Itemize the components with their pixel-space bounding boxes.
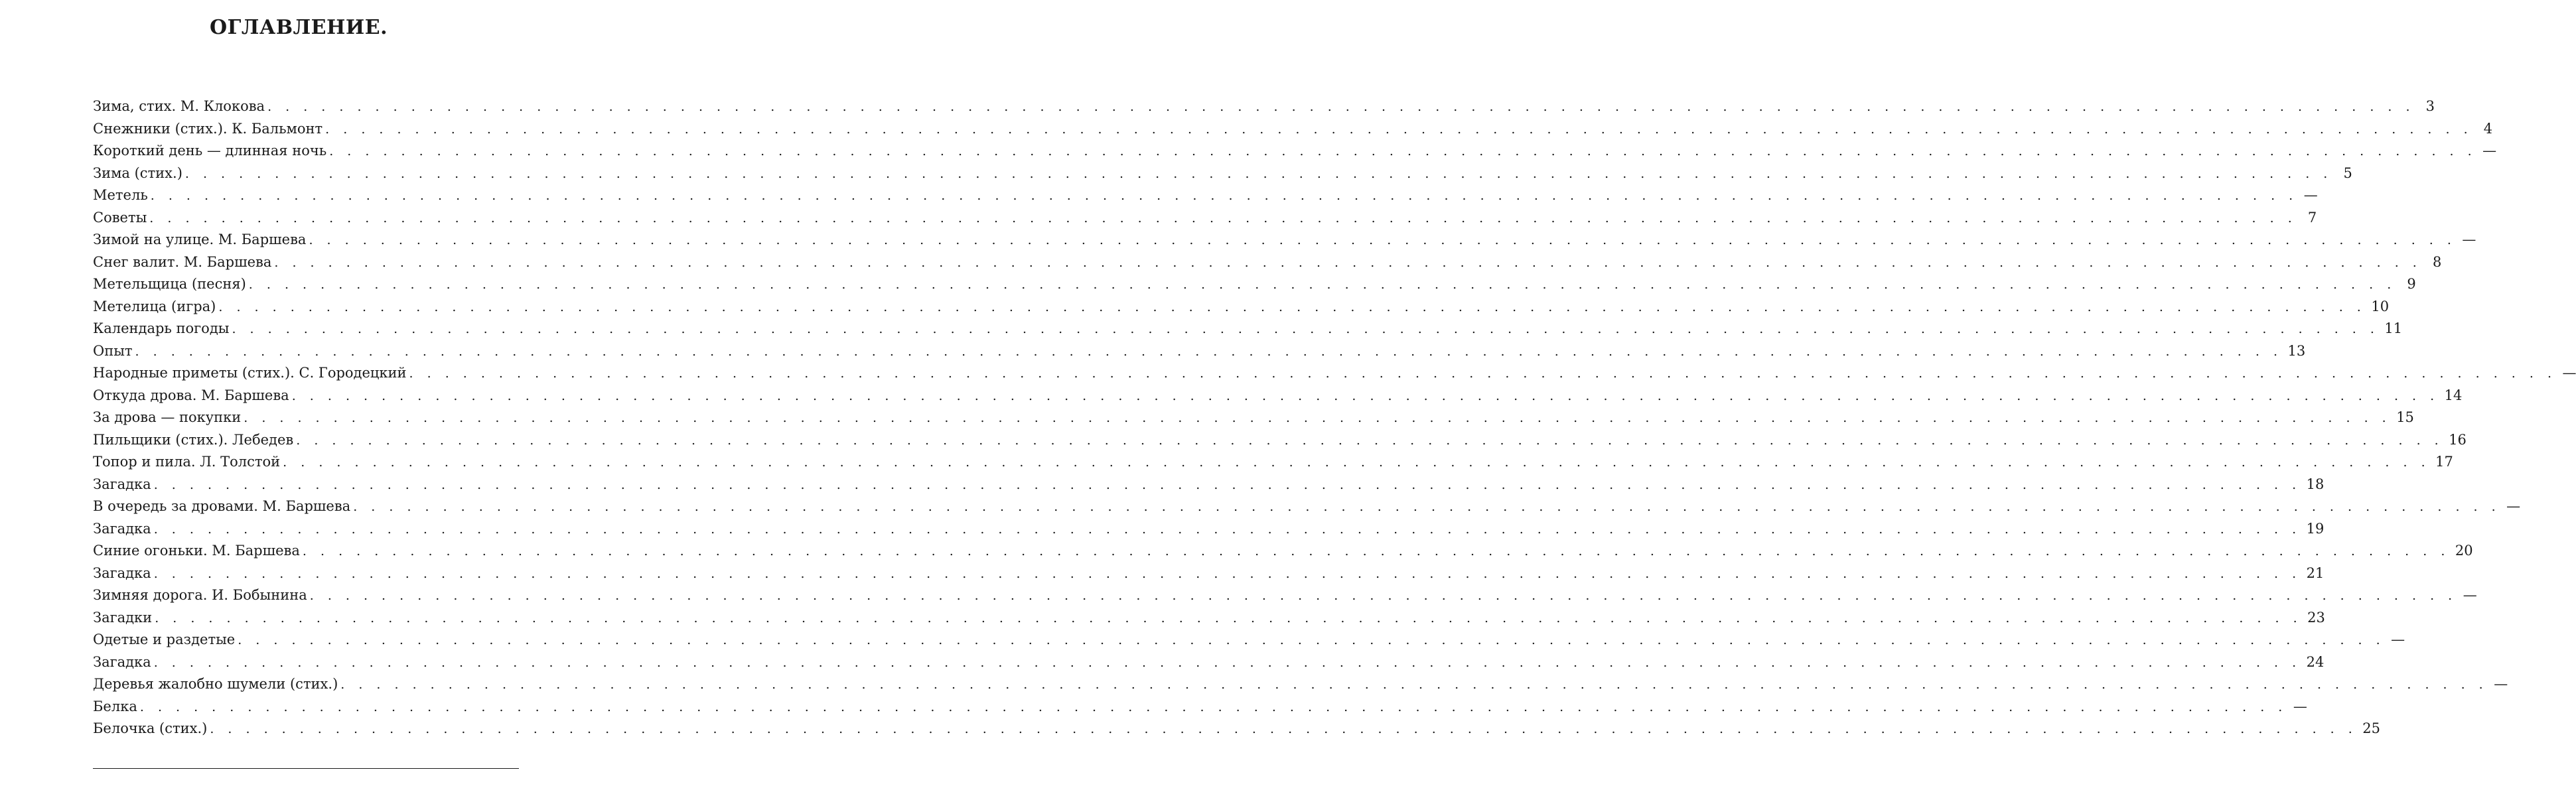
toc-entry-title: Опыт [93, 342, 133, 359]
page-title: ОГЛАВЛЕНИЕ. [209, 16, 388, 39]
toc-entry [93, 563, 2325, 585]
toc-entry-title: Белка [93, 698, 137, 714]
dot-leader: . . . . . . . . . . . . . . . . . . . . . . . . . . . . . . . . . . . . . . . . . . . . . . . . . . . . . . . . . . . . . . . . . . . . . . . . . . . . . . . . . . . . . . . . . . . . . . . . . . . . . . . . . . . . . . . . . . . . . . . . [291, 388, 2439, 403]
toc-entry-page: 7 [2307, 209, 2317, 226]
toc-entry-page: 8 [2432, 253, 2442, 270]
toc-entry-page: — [2463, 587, 2477, 603]
toc-entry [93, 696, 2307, 718]
dot-leader: . . . . . . . . . . . . . . . . . . . . . . . . . . . . . . . . . . . . . . . . . . . . . . . . . . . . . . . . . . . . . . . . . . . . . . . . . . . . . . . . . . . . . . . . . . . . . . . . . . . . . . . . . . . . . . . . . . . . . . . . [153, 566, 2301, 581]
toc-entry-page: 15 [2396, 409, 2414, 425]
toc-entry-title: Снежники (стих.). К. Бальмонт [93, 120, 323, 137]
toc-entry [93, 607, 2325, 630]
toc-entry-title: Зимняя дорога. И. Бобынина [93, 587, 307, 603]
toc-entry [93, 451, 2453, 474]
toc-entry [93, 296, 2390, 318]
toc-entry-title: Зима (стих.) [93, 165, 182, 181]
toc-entry-title: Деревья жалобно шумели (стих.) [93, 676, 338, 692]
dot-leader: . . . . . . . . . . . . . . . . . . . . . . . . . . . . . . . . . . . . . . . . . . . . . . . . . . . . . . . . . . . . . . . . . . . . . . . . . . . . . . . . . . . . . . . . . . . . . . . . . . . . . . . . . . . . . . . . . . . . . . . . [210, 722, 2358, 736]
dot-leader: . . . . . . . . . . . . . . . . . . . . . . . . . . . . . . . . . . . . . . . . . . . . . . . . . . . . . . . . . . . . . . . . . . . . . . . . . . . . . . . . . . . . . . . . . . . . . . . . . . . . . . . . . . . . . . . . . . . . . . . . [353, 499, 2501, 514]
toc-entry-title: Топор и пила. Л. Толстой [93, 454, 281, 470]
toc-entry-page: 16 [2449, 431, 2467, 448]
dot-leader: . . . . . . . . . . . . . . . . . . . . . . . . . . . . . . . . . . . . . . . . . . . . . . . . . . . . . . . . . . . . . . . . . . . . . . . . . . . . . . . . . . . . . . . . . . . . . . . . . . . . . . . . . . . . . . . . . . . . . . . . [329, 144, 2477, 159]
toc-entry-title: Метелица (игра) [93, 298, 216, 314]
toc-entry [93, 96, 2435, 118]
dot-leader: . . . . . . . . . . . . . . . . . . . . . . . . . . . . . . . . . . . . . . . . . . . . . . . . . . . . . . . . . . . . . . . . . . . . . . . . . . . . . . . . . . . . . . . . . . . . . . . . . . . . . . . . . . . . . . . . . . . . . . . . [149, 210, 2297, 226]
dot-leader: . . . . . . . . . . . . . . . . . . . . . . . . . . . . . . . . . . . . . . . . . . . . . . . . . . . . . . . . . . . . . . . . . . . . . . . . . . . . . . . . . . . . . . . . . . . . . . . . . . . . . . . . . . . . . . . . . . . . . . . . [274, 255, 2422, 270]
toc-entry-title: Советы [93, 209, 147, 226]
toc-entry-title: Загадки [93, 609, 153, 626]
toc-entry-title: Снег валит. М. Баршева [93, 253, 272, 270]
dot-leader: . . . . . . . . . . . . . . . . . . . . . . . . . . . . . . . . . . . . . . . . . . . . . . . . . . . . . . . . . . . . . . . . . . . . . . . . . . . . . . . . . . . . . . . . . . . . . . . . . . . . . . . . . . . . . . . . . . . . . . . . [244, 411, 2392, 425]
toc-entry [93, 673, 2508, 696]
toc-entry [93, 385, 2463, 407]
dot-leader: . . . . . . . . . . . . . . . . . . . . . . . . . . . . . . . . . . . . . . . . . . . . . . . . . . . . . . . . . . . . . . . . . . . . . . . . . . . . . . . . . . . . . . . . . . . . . . . . . . . . . . . . . . . . . . . . . . . . . . . . [153, 477, 2301, 492]
bottom-divider [93, 768, 519, 769]
toc-entry-title: Зима, стих. М. Клокова [93, 98, 265, 114]
dot-leader: . . . . . . . . . . . . . . . . . . . . . . . . . . . . . . . . . . . . . . . . . . . . . . . . . . . . . . . . . . . . . . . . . . . . . . . . . . . . . . . . . . . . . . . . . . . . . . . . . . . . . . . . . . . . . . . . . . . . . . . . [325, 121, 2473, 137]
toc-entry-title: Зимой на улице. М. Баршева [93, 232, 307, 247]
toc-entry [93, 496, 2521, 518]
toc-entry-page: — [2303, 187, 2318, 203]
dot-leader: . . . . . . . . . . . . . . . . . . . . . . . . . . . . . . . . . . . . . . . . . . . . . . . . . . . . . . . . . . . . . . . . . . . . . . . . . . . . . . . . . . . . . . . . . . . . . . . . . . . . . . . . . . . . . . . . . . . . . . . . [184, 166, 2332, 181]
dot-leader: . . . . . . . . . . . . . . . . . . . . . . . . . . . . . . . . . . . . . . . . . . . . . . . . . . . . . . . . . . . . . . . . . . . . . . . . . . . . . . . . . . . . . . . . . . . . . . . . . . . . . . . . . . . . . . . . . . . . . . . . [238, 633, 2386, 647]
toc-entry-title: Одетые и раздетые [93, 631, 236, 647]
toc-entry [93, 140, 2497, 163]
toc-entry-page: 24 [2306, 653, 2325, 670]
toc-entry-page: 18 [2306, 476, 2325, 492]
toc-entry-title: Метель [93, 187, 148, 203]
toc-entry [93, 251, 2442, 274]
toc-entry-title: Белочка (стих.) [93, 720, 208, 736]
toc-entry-title: Загадка [93, 564, 151, 581]
toc-entry-page: 10 [2371, 298, 2390, 314]
toc-entry-title: Короткий день — длинная ночь [93, 143, 327, 159]
toc-entry-title: Откуда дрова. М. Баршева [93, 387, 289, 403]
dot-leader: . . . . . . . . . . . . . . . . . . . . . . . . . . . . . . . . . . . . . . . . . . . . . . . . . . . . . . . . . . . . . . . . . . . . . . . . . . . . . . . . . . . . . . . . . . . . . . . . . . . . . . . . . . . . . . . . . . . . . . . . [296, 432, 2444, 448]
toc-entry-page: 9 [2407, 276, 2416, 292]
toc-entry-page: — [2462, 232, 2476, 247]
toc-entry [93, 407, 2414, 429]
toc-entry-page: 20 [2455, 543, 2473, 559]
toc-entry [93, 474, 2325, 496]
toc-entry [93, 207, 2317, 230]
toc-entry-title: Народные приметы (стих.). С. Городецкий [93, 365, 407, 381]
toc-entry-page: 14 [2444, 387, 2463, 403]
dot-leader: . . . . . . . . . . . . . . . . . . . . . . . . . . . . . . . . . . . . . . . . . . . . . . . . . . . . . . . . . . . . . . . . . . . . . . . . . . . . . . . . . . . . . . . . . . . . . . . . . . . . . . . . . . . . . . . . . . . . . . . . [267, 100, 2415, 114]
toc-entry-title: Загадка [93, 653, 151, 670]
toc-entry-page: — [2482, 143, 2497, 159]
toc-entry [93, 184, 2318, 207]
toc-entry-page: 5 [2343, 165, 2352, 181]
dot-leader: . . . . . . . . . . . . . . . . . . . . . . . . . . . . . . . . . . . . . . . . . . . . . . . . . . . . . . . . . . . . . . . . . . . . . . . . . . . . . . . . . . . . . . . . . . . . . . . . . . . . . . . . . . . . . . . . . . . . . . . . [153, 655, 2301, 670]
toc-entry [93, 229, 2476, 251]
dot-leader: . . . . . . . . . . . . . . . . . . . . . . . . . . . . . . . . . . . . . . . . . . . . . . . . . . . . . . . . . . . . . . . . . . . . . . . . . . . . . . . . . . . . . . . . . . . . . . . . . . . . . . . . . . . . . . . . . . . . . . . . [302, 544, 2450, 559]
toc-entry-page: — [2494, 676, 2508, 692]
toc-entry-title: За дрова — покупки [93, 409, 242, 425]
toc-entry-page: — [2506, 498, 2521, 514]
table-of-contents [93, 96, 2576, 740]
toc-entry [93, 651, 2325, 674]
dot-leader: . . . . . . . . . . . . . . . . . . . . . . . . . . . . . . . . . . . . . . . . . . . . . . . . . . . . . . . . . . . . . . . . . . . . . . . . . . . . . . . . . . . . . . . . . . . . . . . . . . . . . . . . . . . . . . . . . . . . . . . . [153, 521, 2301, 537]
toc-entry [93, 340, 2306, 363]
toc-entry [93, 540, 2473, 563]
toc-entry-page: 13 [2287, 342, 2306, 359]
toc-entry-page: 11 [2384, 320, 2403, 336]
dot-leader: . . . . . . . . . . . . . . . . . . . . . . . . . . . . . . . . . . . . . . . . . . . . . . . . . . . . . . . . . . . . . . . . . . . . . . . . . . . . . . . . . . . . . . . . . . . . . . . . . . . . . . . . . . . . . . . . . . . . . . . . [232, 322, 2380, 336]
toc-entry-page: 4 [2483, 120, 2493, 137]
toc-entry-title: В очередь за дровами. М. Баршева [93, 498, 351, 514]
dot-leader: . . . . . . . . . . . . . . . . . . . . . . . . . . . . . . . . . . . . . . . . . . . . . . . . . . . . . . . . . . . . . . . . . . . . . . . . . . . . . . . . . . . . . . . . . . . . . . . . . . . . . . . . . . . . . . . . . . . . . . . . [340, 677, 2488, 692]
dot-leader: . . . . . . . . . . . . . . . . . . . . . . . . . . . . . . . . . . . . . . . . . . . . . . . . . . . . . . . . . . . . . . . . . . . . . . . . . . . . . . . . . . . . . . . . . . . . . . . . . . . . . . . . . . . . . . . . . . . . . . . . [309, 233, 2457, 247]
toc-entry [93, 718, 2381, 740]
dot-leader: . . . . . . . . . . . . . . . . . . . . . . . . . . . . . . . . . . . . . . . . . . . . . . . . . . . . . . . . . . . . . . . . . . . . . . . . . . . . . . . . . . . . . . . . . . . . . . . . . . . . . . . . . . . . . . . . . . . . . . . . [139, 699, 2287, 714]
toc-entry-title: Загадка [93, 476, 151, 492]
toc-entry [93, 629, 2405, 651]
dot-leader: . . . . . . . . . . . . . . . . . . . . . . . . . . . . . . . . . . . . . . . . . . . . . . . . . . . . . . . . . . . . . . . . . . . . . . . . . . . . . . . . . . . . . . . . . . . . . . . . . . . . . . . . . . . . . . . . . . . . . . . . [309, 588, 2457, 603]
toc-entry-title: Пильщики (стих.). Лебедев [93, 431, 294, 448]
toc-entry-title: Синие огоньки. М. Баршева [93, 543, 300, 559]
toc-entry-title: Метельщица (песня) [93, 276, 246, 292]
toc-entry-page: — [2293, 698, 2307, 714]
toc-entry-title: Календарь погоды [93, 320, 230, 336]
dot-leader: . . . . . . . . . . . . . . . . . . . . . . . . . . . . . . . . . . . . . . . . . . . . . . . . . . . . . . . . . . . . . . . . . . . . . . . . . . . . . . . . . . . . . . . . . . . . . . . . . . . . . . . . . . . . . . . . . . . . . . . . [409, 366, 2557, 381]
toc-entry-page: 3 [2425, 98, 2435, 114]
toc-entry [93, 318, 2403, 340]
toc-entry-title: Загадка [93, 520, 151, 537]
toc-entry-page: — [2391, 631, 2405, 647]
toc-entry [93, 584, 2477, 607]
dot-leader: . . . . . . . . . . . . . . . . . . . . . . . . . . . . . . . . . . . . . . . . . . . . . . . . . . . . . . . . . . . . . . . . . . . . . . . . . . . . . . . . . . . . . . . . . . . . . . . . . . . . . . . . . . . . . . . . . . . . . . . . [135, 344, 2283, 359]
toc-entry [93, 362, 2576, 385]
dot-leader: . . . . . . . . . . . . . . . . . . . . . . . . . . . . . . . . . . . . . . . . . . . . . . . . . . . . . . . . . . . . . . . . . . . . . . . . . . . . . . . . . . . . . . . . . . . . . . . . . . . . . . . . . . . . . . . . . . . . . . . . [283, 455, 2431, 470]
toc-entry-page: — [2562, 365, 2576, 381]
toc-entry [93, 118, 2493, 141]
dot-leader: . . . . . . . . . . . . . . . . . . . . . . . . . . . . . . . . . . . . . . . . . . . . . . . . . . . . . . . . . . . . . . . . . . . . . . . . . . . . . . . . . . . . . . . . . . . . . . . . . . . . . . . . . . . . . . . . . . . . . . . . [150, 188, 2298, 203]
toc-entry-page: 17 [2435, 454, 2453, 470]
toc-entry [93, 273, 2416, 296]
dot-leader: . . . . . . . . . . . . . . . . . . . . . . . . . . . . . . . . . . . . . . . . . . . . . . . . . . . . . . . . . . . . . . . . . . . . . . . . . . . . . . . . . . . . . . . . . . . . . . . . . . . . . . . . . . . . . . . . . . . . . . . . [218, 299, 2366, 314]
dot-leader: . . . . . . . . . . . . . . . . . . . . . . . . . . . . . . . . . . . . . . . . . . . . . . . . . . . . . . . . . . . . . . . . . . . . . . . . . . . . . . . . . . . . . . . . . . . . . . . . . . . . . . . . . . . . . . . . . . . . . . . . [248, 277, 2396, 292]
toc-entry [93, 429, 2467, 452]
toc-entry [93, 518, 2325, 541]
toc-entry-page: 21 [2306, 564, 2325, 581]
toc-entry-page: 25 [2362, 720, 2381, 736]
toc-entry-page: 19 [2306, 520, 2325, 537]
toc-entry [93, 163, 2352, 185]
dot-leader: . . . . . . . . . . . . . . . . . . . . . . . . . . . . . . . . . . . . . . . . . . . . . . . . . . . . . . . . . . . . . . . . . . . . . . . . . . . . . . . . . . . . . . . . . . . . . . . . . . . . . . . . . . . . . . . . . . . . . . . . [155, 610, 2303, 626]
toc-entry-page: 23 [2307, 609, 2325, 626]
